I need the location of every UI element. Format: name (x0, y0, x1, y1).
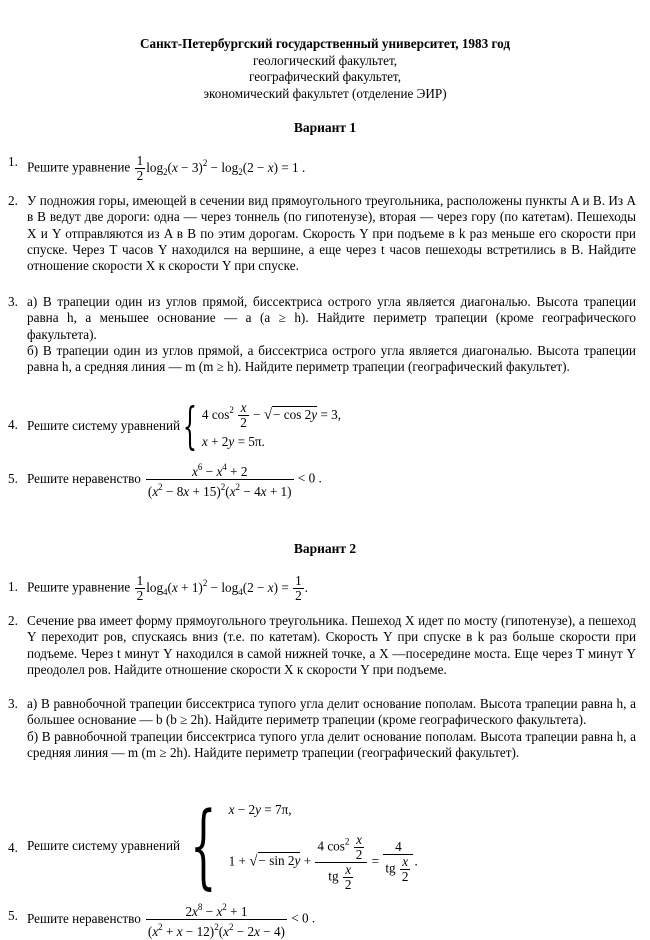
problem-number: 4. (8, 840, 18, 855)
problem-text-b: б) В равнобочной трапеции биссектриса тупого угла делит основание пополам. Высота трапеции равна h, а средняя линия — m (m ≥ 2h). Найдите периметр трапеции (географический факультет). (27, 728, 636, 760)
problem-number: 2. (8, 613, 18, 628)
problem-text: Решите систему уравнений (27, 837, 181, 853)
v1-problem-5 (8, 460, 636, 499)
problem-text: Решите уравнение (27, 579, 131, 595)
document-header (0, 36, 650, 102)
equation: $\frac{1}{2}$ $\log_4(x + 1)^2 - \log_4(2 - x)$ = $\frac{1}{2}$ . (136, 573, 308, 603)
header-line-2: географический факультет, (248, 69, 402, 84)
problem-text: Решите систему уравнений (27, 418, 181, 434)
v1-problem-2 (8, 193, 636, 274)
v2-problem-1 (8, 574, 636, 603)
problem-text-a: а) В трапеции один из углов прямой, биссектриса острого угла является диагональю. Высота трапеции равна h, а меньшее основание — a (a ≥ h). Найдите периметр трапеции (кроме географического факультета). (27, 294, 636, 342)
v2-problem-5 (8, 900, 636, 939)
v1-problem-3 (8, 294, 636, 375)
header-line-3: экономический факультет (отделение ЭИР) (203, 85, 447, 101)
problem-number: 1. (8, 579, 18, 594)
variant-1-heading: Вариант 1 (293, 120, 357, 135)
problem-number: 3. (8, 696, 18, 711)
problem-number: 1. (8, 154, 18, 169)
problem-text: Решите уравнение (27, 159, 131, 175)
equation: $\frac{1}{2}$ $\log_2(x - 3)^2 - \log_2(2 - x) = 1$ . (136, 153, 306, 183)
v1-problem-1 (8, 154, 636, 183)
v2-problem-4 (8, 792, 636, 899)
v1-problem-4 (8, 398, 636, 454)
system-brace: { (182, 397, 198, 456)
problem-number: 2. (8, 193, 18, 208)
problem-text: У подножия горы, имеющей в сечении вид прямоугольного треугольника, расположены пункты A и B. Из A в B ведут две дороги: одна — через тоннель (по гипотенузе), вторая — через гору (по катетам). Пешеходы X и Y отправляются из A в B по этим дорогам. Скорость Y при подъеме в k раз меньше его скорости при спуске. Через T часов Y находился на вершине, а еще через t часов пешеходы встретились в B. Найдите отношение скорости X к скорости Y при спуске. (27, 193, 636, 274)
problem-text: Решите неравенство (27, 911, 141, 927)
equation-system: 4 $\cos^2$ $\frac{x}{2}$ − √− cos 2y = 3, x + 2y = 5π. (201, 400, 342, 450)
header-title: Санкт-Петербургский государственный университет, 1983 год (139, 36, 511, 51)
problem-number: 3. (8, 294, 18, 309)
equation-system: x − 2y = 7π, 1 + √− sin 2y + 4 $\cos^2$ $\frac{x}{2}$ tg $\frac{x}{2}$ = 4 tg $\frac{x}{2}$ . (228, 801, 418, 892)
problem-number: 5. (8, 908, 18, 923)
problem-text-b: б) В трапеции один из углов прямой, а биссектриса острого угла является диагональю. Высота трапеции равна h, а средняя линия — m (m ≥ h). Найдите периметр трапеции (географический факультет). (27, 342, 636, 375)
header-line-1: геологический факультет, (252, 52, 398, 68)
problem-number: 5. (8, 471, 18, 486)
system-brace: { (190, 792, 217, 899)
inequality: $\frac{x^6 - x^4 + 2}{(x^2 - 8x + 15)^2(x^2 - 4x + 1)}$ < 0 . (147, 462, 322, 499)
variant-2-heading: Вариант 2 (293, 541, 357, 556)
problem-number: 4. (8, 417, 18, 432)
inequality: $\frac{2x^8 - x^2 + 1}{(x^2 + x - 12)^2(x^2 - 2x - 4)}$ < 0 . (147, 902, 316, 939)
v2-problem-2 (8, 613, 636, 678)
problem-text-a: а) В равнобочной трапеции биссектриса тупого угла делит основание пополам. Высота трапеции равна h, а большее основание — b (b ≥ 2h). Найдите периметр трапеции (кроме географического факультета). (27, 696, 636, 728)
problem-text: Сечение рва имеет форму прямоугольного треугольника. Пешеход X идет по мосту (гипотенузе), а пешеход Y переходит ров, спускаясь вниз (т.е. по катетам). Скорость Y при спуске в k раз больше скорости при подъеме. Через t минут Y находился в самой нижней точке, а X —посередине моста. Еще через T минут Y преодолел ров. Найдите отношение скорости X к скорости Y при подъеме. (27, 613, 636, 677)
v2-problem-3 (8, 696, 636, 761)
problem-text: Решите неравенство (27, 471, 141, 487)
